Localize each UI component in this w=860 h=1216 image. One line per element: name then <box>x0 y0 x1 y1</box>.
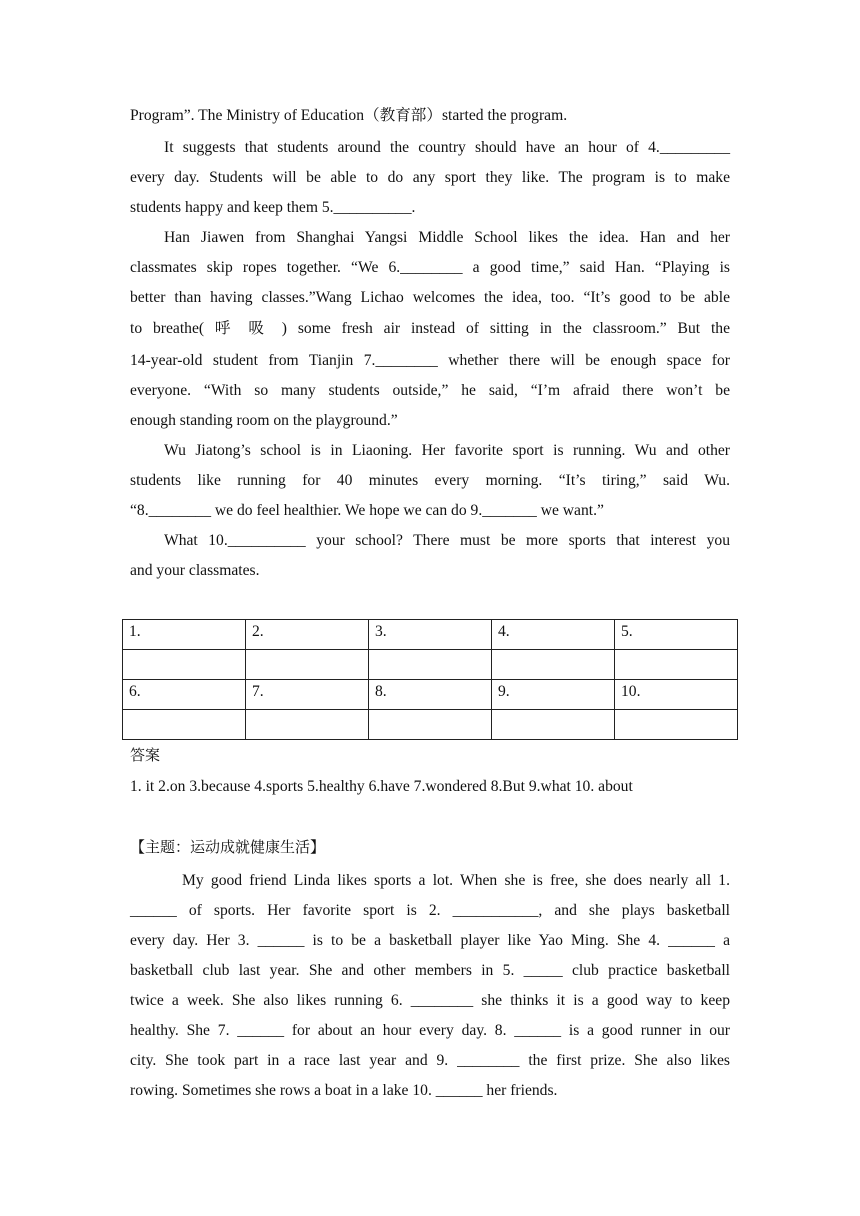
answer-table <box>122 619 738 740</box>
table-row <box>123 620 738 650</box>
passage-line: My good friend Linda likes sports a lot. When she is free, she does nearly all 1. <box>182 872 730 889</box>
passage-line: “8.________ we do feel healthier. We hope we can do 9._______ we want.” <box>130 502 604 519</box>
answers-text: 1. it 2.on 3.because 4.sports 5.healthy 6.have 7.wondered 8.But 9.what 10. about <box>130 778 633 795</box>
passage-line: students like running for 40 minutes every morning. “It’s tiring,” said Wu. <box>130 472 730 489</box>
table-cell: 3. <box>369 620 492 650</box>
table-cell: 7. <box>246 680 369 710</box>
passage-line: every day. Her 3. ______ is to be a basketball player like Yao Ming. She 4. ______ a <box>130 932 730 949</box>
table-row <box>123 650 738 680</box>
table-cell: 2. <box>246 620 369 650</box>
table-cell: 10. <box>615 680 738 710</box>
table-cell <box>492 650 615 680</box>
table-cell: 4. <box>492 620 615 650</box>
passage-line: basketball club last year. She and other members in 5. _____ club practice basketball <box>130 962 730 979</box>
table-cell: 9. <box>492 680 615 710</box>
passage-line: Han Jiawen from Shanghai Yangsi Middle School likes the idea. Han and her <box>164 229 730 246</box>
table-row <box>123 710 738 740</box>
table-row <box>123 680 738 710</box>
passage-line: city. She took part in a race last year and 9. ________ the first prize. She also likes <box>130 1052 730 1069</box>
passage-line: twice a week. She also likes running 6. ________ she thinks it is a good way to keep <box>130 992 730 1009</box>
passage-line: 14-year-old student from Tianjin 7.________ whether there will be enough space for <box>130 352 730 369</box>
table-cell <box>123 710 246 740</box>
table-cell <box>615 710 738 740</box>
table-cell <box>369 650 492 680</box>
passage-line: enough standing room on the playground.” <box>130 412 398 429</box>
passage-line: ______ of sports. Her favorite sport is 2. ___________, and she plays basketball <box>130 902 730 919</box>
table-cell <box>246 710 369 740</box>
table-cell <box>615 650 738 680</box>
passage-line: better than having classes.”Wang Lichao welcomes the idea, too. “It’s good to be able <box>130 289 730 306</box>
table-cell: 5. <box>615 620 738 650</box>
table-cell <box>369 710 492 740</box>
table-cell <box>123 650 246 680</box>
passage-line: to breathe( 呼 吸 ) some fresh air instead of sitting in the classroom.” But the <box>130 320 730 337</box>
table-cell: 1. <box>123 620 246 650</box>
table-cell <box>246 650 369 680</box>
passage-line: every day. Students will be able to do any sport they like. The program is to make <box>130 169 730 186</box>
passage-line: Program”. The Ministry of Education（教育部）started the program. <box>130 107 568 124</box>
table-cell: 8. <box>369 680 492 710</box>
table-cell <box>492 710 615 740</box>
section-heading: 【主题：运动成就健康生活】 <box>130 838 326 856</box>
answers-label: 答案 <box>130 746 161 764</box>
passage-line: classmates skip ropes together. “We 6.________ a good time,” said Han. “Playing is <box>130 259 730 276</box>
passage-line: everyone. “With so many students outside,” he said, “I’m afraid there won’t be <box>130 382 730 399</box>
passage-line: Wu Jiatong’s school is in Liaoning. Her favorite sport is running. Wu and other <box>164 442 730 459</box>
passage-line: healthy. She 7. ______ for about an hour every day. 8. ______ is a good runner in our <box>130 1022 730 1039</box>
passage-line: and your classmates. <box>130 562 260 579</box>
passage-line: students happy and keep them 5.__________. <box>130 199 416 216</box>
table-cell: 6. <box>123 680 246 710</box>
passage-line: It suggests that students around the country should have an hour of 4._________ <box>164 139 730 156</box>
passage-line: What 10.__________ your school? There must be more sports that interest you <box>164 532 730 549</box>
passage-line: rowing. Sometimes she rows a boat in a lake 10. ______ her friends. <box>130 1082 558 1099</box>
